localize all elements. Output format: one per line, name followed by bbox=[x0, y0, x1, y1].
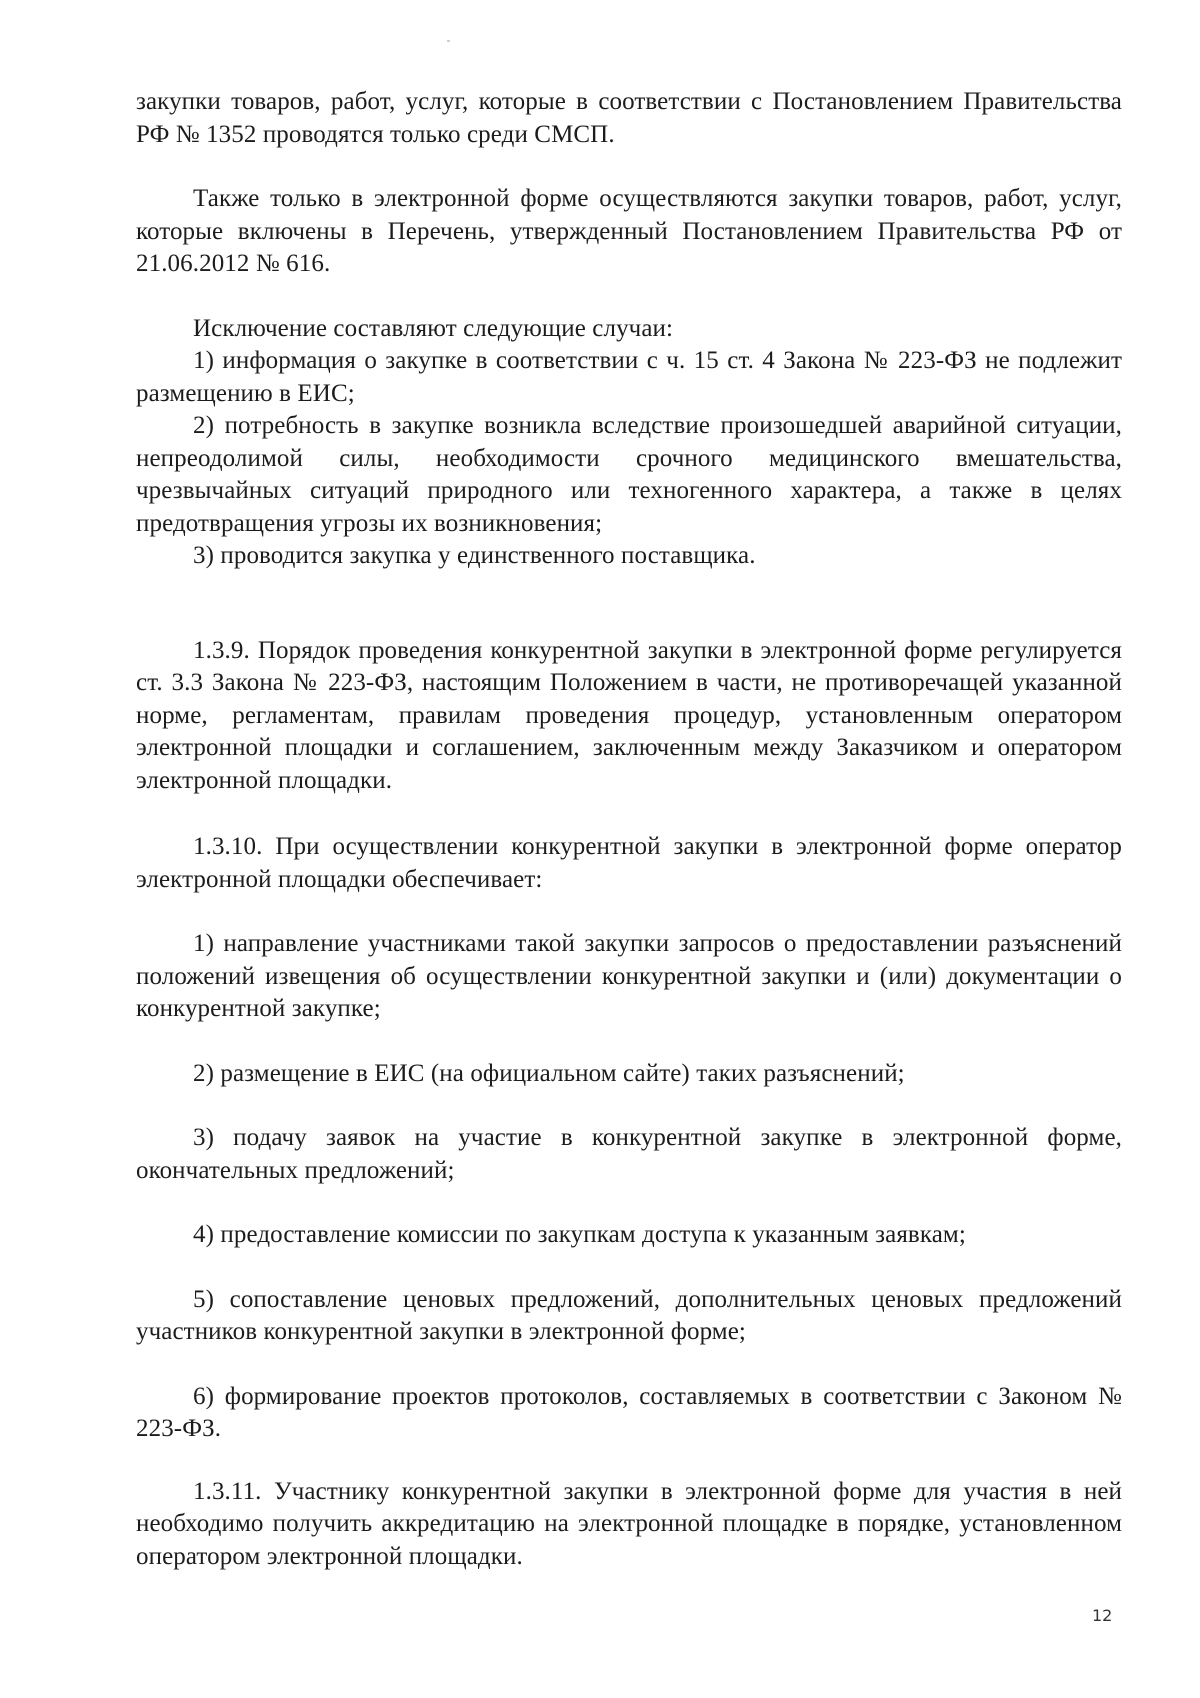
list-item-exception-3: 3) проводится закупка у единственного поставщика. bbox=[193, 542, 756, 569]
list-item-operator-6: 6) формирование проектов протоколов, составляемых в соответствии с Законом № 223-ФЗ. bbox=[136, 1382, 1122, 1442]
list-item-operator-1: 1) направление участниками такой закупки запросов о предоставлении разъяснений положений извещения об осуществлении конкурентной закупки и (или) документации о конкурентной закупке; bbox=[136, 930, 1122, 1022]
list-item-exception-1: 1) информация о закупке в соответствии с ч. 15 ст. 4 Закона № 223-ФЗ не подлежит размещению в ЕИС; bbox=[136, 347, 1122, 407]
section-1-3-11: 1.3.11. Участнику конкурентной закупки в электронной форме для участия в ней необходимо получить аккредитацию на электронной площадке в порядке, установленном оператором электронной площадки. bbox=[136, 1477, 1122, 1570]
list-item-operator-5: 5) сопоставление ценовых предложений, дополнительных ценовых предложений участников конкурентной закупки в электронной форме; bbox=[136, 1285, 1122, 1345]
list-item-exception-2: 2) потребность в закупке возникла вследствие произошедшей аварийной ситуации, непреодолимой силы, необходимости срочного медицинского вмешательства, чрезвычайных ситуаций природного или техногенного характера, а также в целях предотвращения угрозы их возникновения; bbox=[136, 412, 1122, 537]
section-1-3-10: 1.3.10. При осуществлении конкурентной закупки в электронной форме оператор электронной площадки обеспечивает: bbox=[136, 833, 1122, 893]
page-number: 12 bbox=[1092, 1606, 1113, 1625]
list-item-operator-2: 2) размещение в ЕИС (на официальном сайте) таких разъяснений; bbox=[193, 1059, 905, 1087]
paragraph-exceptions-intro: Исключение составляют следующие случаи: bbox=[193, 314, 674, 342]
paragraph-continuation: закупки товаров, работ, услуг, которые в соответствии с Постановлением Правительства РФ № 1352 проводятся только среди СМСП. bbox=[136, 88, 1122, 148]
paragraph-electronic-form: Также только в электронной форме осуществляются закупки товаров, работ, услуг, которые включены в Перечень, утвержденный Постановлением Правительства РФ от 21.06.2012 № 616. bbox=[136, 185, 1122, 277]
document-body bbox=[136, 86, 1122, 1573]
section-1-3-9: 1.3.9. Порядок проведения конкурентной закупки в электронной форме регулируется ст. 3.3 Закона № 223-ФЗ, настоящим Положением в части, не противоречащей указанной норме, регламентам, правилам проведения процедур, установленным оператором электронной площадки и соглашением, заключенным между Заказчиком и оператором электронной площадки. bbox=[136, 636, 1122, 794]
list-item-operator-4: 4) предоставление комиссии по закупкам доступа к указанным заявкам; bbox=[193, 1221, 966, 1248]
list-item-operator-3: 3) подачу заявок на участие в конкурентной закупке в электронной форме, окончательных предложений; bbox=[136, 1124, 1122, 1184]
scan-speck bbox=[447, 40, 450, 42]
